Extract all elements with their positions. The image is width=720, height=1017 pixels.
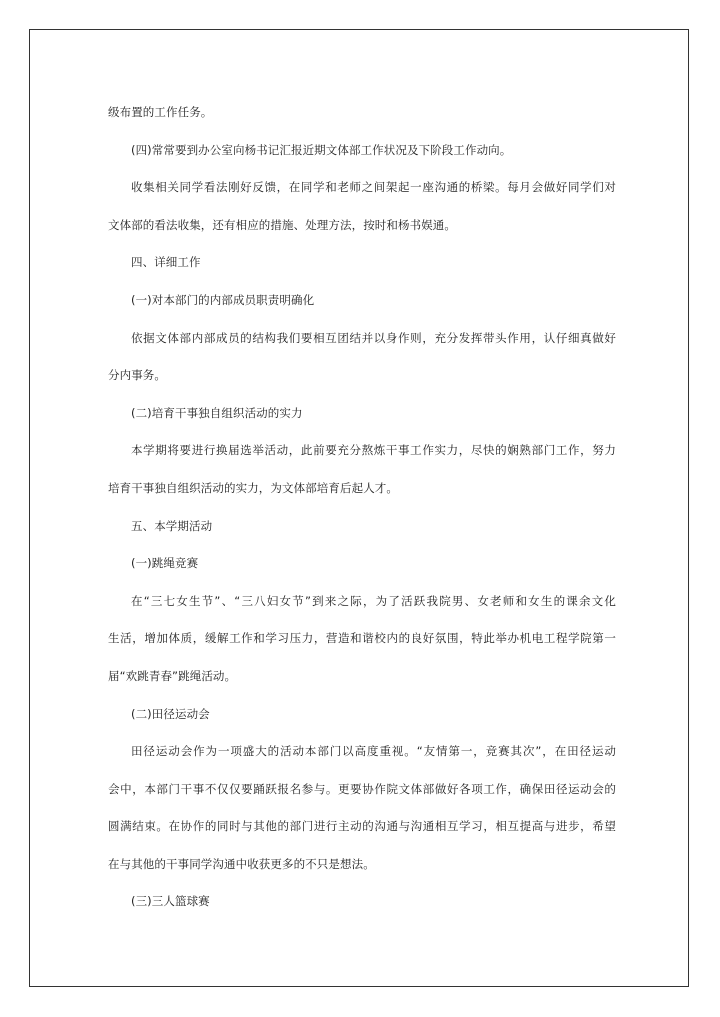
text-line: 分内事务。 xyxy=(108,368,166,383)
subsection-heading: (二)田径运动会 xyxy=(131,706,210,721)
text-line: 文体部的看法收集，还有相应的措施、处理方法，按时和杨书娱通。 xyxy=(108,217,456,232)
text-line: 级布置的工作任务。 xyxy=(108,105,213,119)
subsection-heading: (三)三人篮球赛 xyxy=(131,894,210,909)
text-line: (四)常常要到办公室向杨书记汇报近期文体部工作状况及下阶段工作动向。 xyxy=(131,142,512,157)
text-line: 田径运动会作为一项盛大的活动本部门以高度重视。“友情第一，竞赛其次”，在田径运动 xyxy=(131,744,616,759)
text-line: 会中，本部门干事不仅仅要踊跃报名参与。更要协作院文体部做好各项工作，确保田径运动会的 xyxy=(108,781,616,796)
text-line: 培育干事独自组织活动的实力，为文体部培育后起人才。 xyxy=(108,480,398,495)
subsection-heading: (一)跳绳竞赛 xyxy=(131,556,199,571)
text-line: 圆满结束。在协作的同时与其他的部门进行主动的沟通与沟通相互学习，相互提高与进步，希望 xyxy=(108,819,616,834)
section-heading: 五、本学期活动 xyxy=(131,518,213,533)
text-line: 本学期将要进行换届选举活动，此前要充分熬炼干事工作实力，尽快的娴熟部门工作，努力 xyxy=(131,443,616,458)
subsection-heading: (二)培育干事独自组织活动的实力 xyxy=(131,405,303,420)
subsection-heading: (一)对本部门的内部成员职责明确化 xyxy=(131,292,315,307)
text-line: 收集相关同学看法刚好反馈，在同学和老师之间架起一座沟通的桥梁。每月会做好同学们对 xyxy=(131,180,616,195)
text-line: 生活，增加体质，缓解工作和学习压力，营造和谐校内的良好氛围，特此举办机电工程学院第一 xyxy=(108,631,616,646)
text-line: 在与其他的干事同学沟通中收获更多的不只是想法。 xyxy=(108,856,375,871)
section-heading: 四、详细工作 xyxy=(131,255,201,270)
text-line: 届“欢跳青春”跳绳活动。 xyxy=(108,668,237,683)
text-line: 在“三七女生节”、“三八妇女节”到来之际，为了活跃我院男、女老师和女生的课余文化 xyxy=(131,593,616,608)
document-body xyxy=(108,94,616,921)
text-line: 依据文体部内部成员的结构我们要相互团结并以身作则，充分发挥带头作用，认仔细真做好 xyxy=(131,330,616,345)
